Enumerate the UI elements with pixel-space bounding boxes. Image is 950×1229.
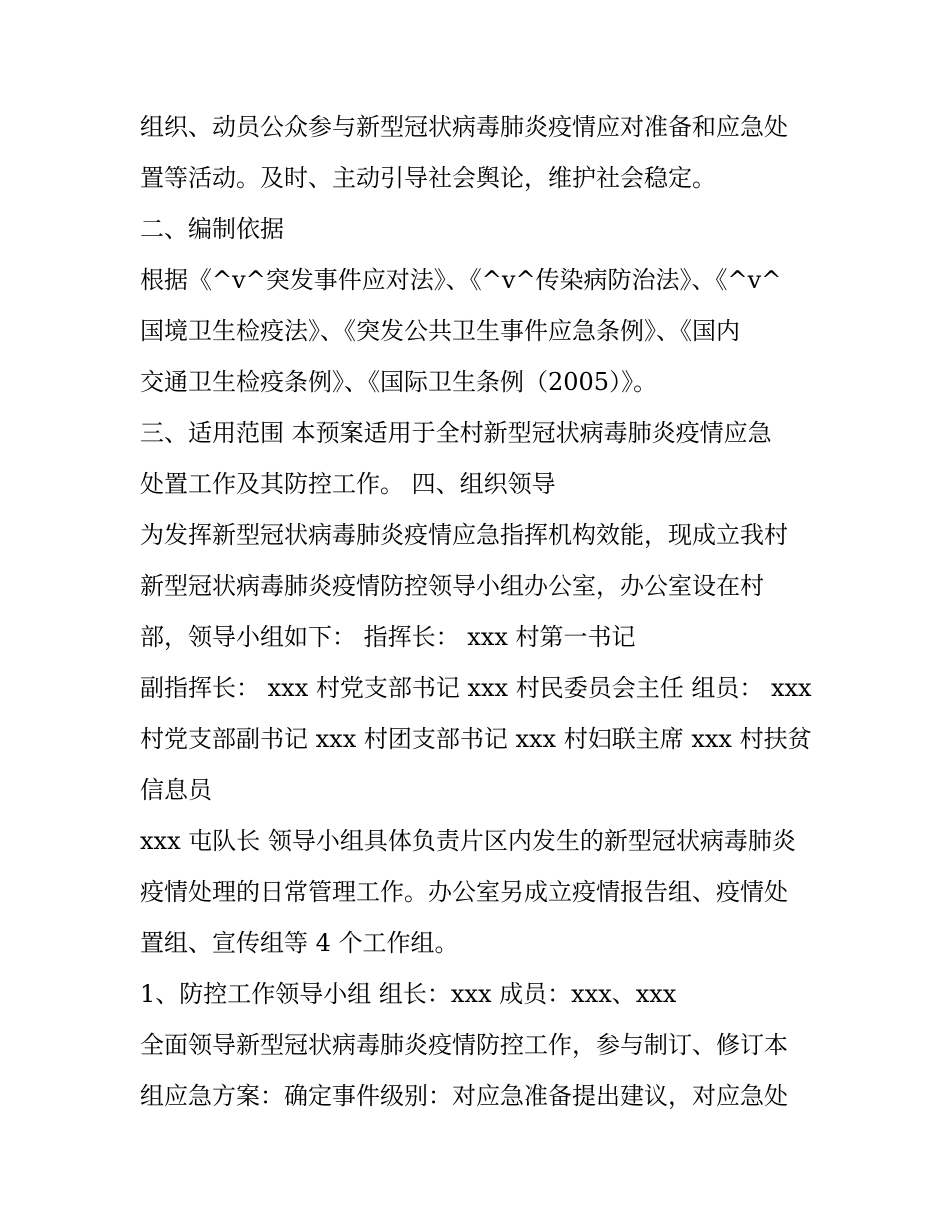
text-line: 置组、宣传组等 4 个工作组。 <box>140 929 459 957</box>
text-line: 组织、动员公众参与新型冠状病毒肺炎疫情应对准备和应急处 <box>140 113 788 141</box>
text-line: 部，领导小组如下： 指挥长： xxx 村第一书记 <box>140 623 636 651</box>
text-line: 疫情处理的日常管理工作。办公室另成立疫情报告组、疫情处 <box>140 878 788 906</box>
text-line: 国境卫生检疫法》、《突发公共卫生事件应急条例》、《国内 <box>140 317 740 345</box>
text-line: 信息员 <box>140 776 212 804</box>
text-line: 全面领导新型冠状病毒肺炎疫情防控工作，参与制订、修订本 <box>140 1031 788 1059</box>
text-line: 新型冠状病毒肺炎疫情防控领导小组办公室，办公室设在村 <box>140 572 764 600</box>
text-line: 组应急方案：确定事件级别：对应急准备提出建议，对应急处 <box>140 1082 788 1110</box>
text-line: 为发挥新型冠状病毒肺炎疫情应急指挥机构效能，现成立我村 <box>140 521 788 549</box>
text-line: xxx 屯队长 领导小组具体负责片区内发生的新型冠状病毒肺炎 <box>140 827 796 855</box>
text-line: 三、适用范围 本预案适用于全村新型冠状病毒肺炎疫情应急 <box>140 419 772 447</box>
text-line: 根据《^v^突发事件应对法》、《^v^传染病防治法》、《^v^ <box>140 266 782 294</box>
text-line: 副指挥长： xxx 村党支部书记 xxx 村民委员会主任 组员： xxx <box>140 674 812 702</box>
document-body <box>140 102 820 1122</box>
text-line: 村党支部副书记 xxx 村团支部书记 xxx 村妇联主席 xxx 村扶贫 <box>140 725 812 753</box>
subsection-heading: 1、防控工作领导小组 组长：xxx 成员：xxx、xxx <box>140 980 677 1008</box>
text-line: 处置工作及其防控工作。 四、组织领导 <box>140 470 556 498</box>
text-line: 交通卫生检疫条例》、《国际卫生条例（2005）》。 <box>140 368 658 396</box>
text-line: 置等活动。及时、主动引导社会舆论，维护社会稳定。 <box>140 164 716 192</box>
section-heading: 二、编制依据 <box>140 215 284 243</box>
